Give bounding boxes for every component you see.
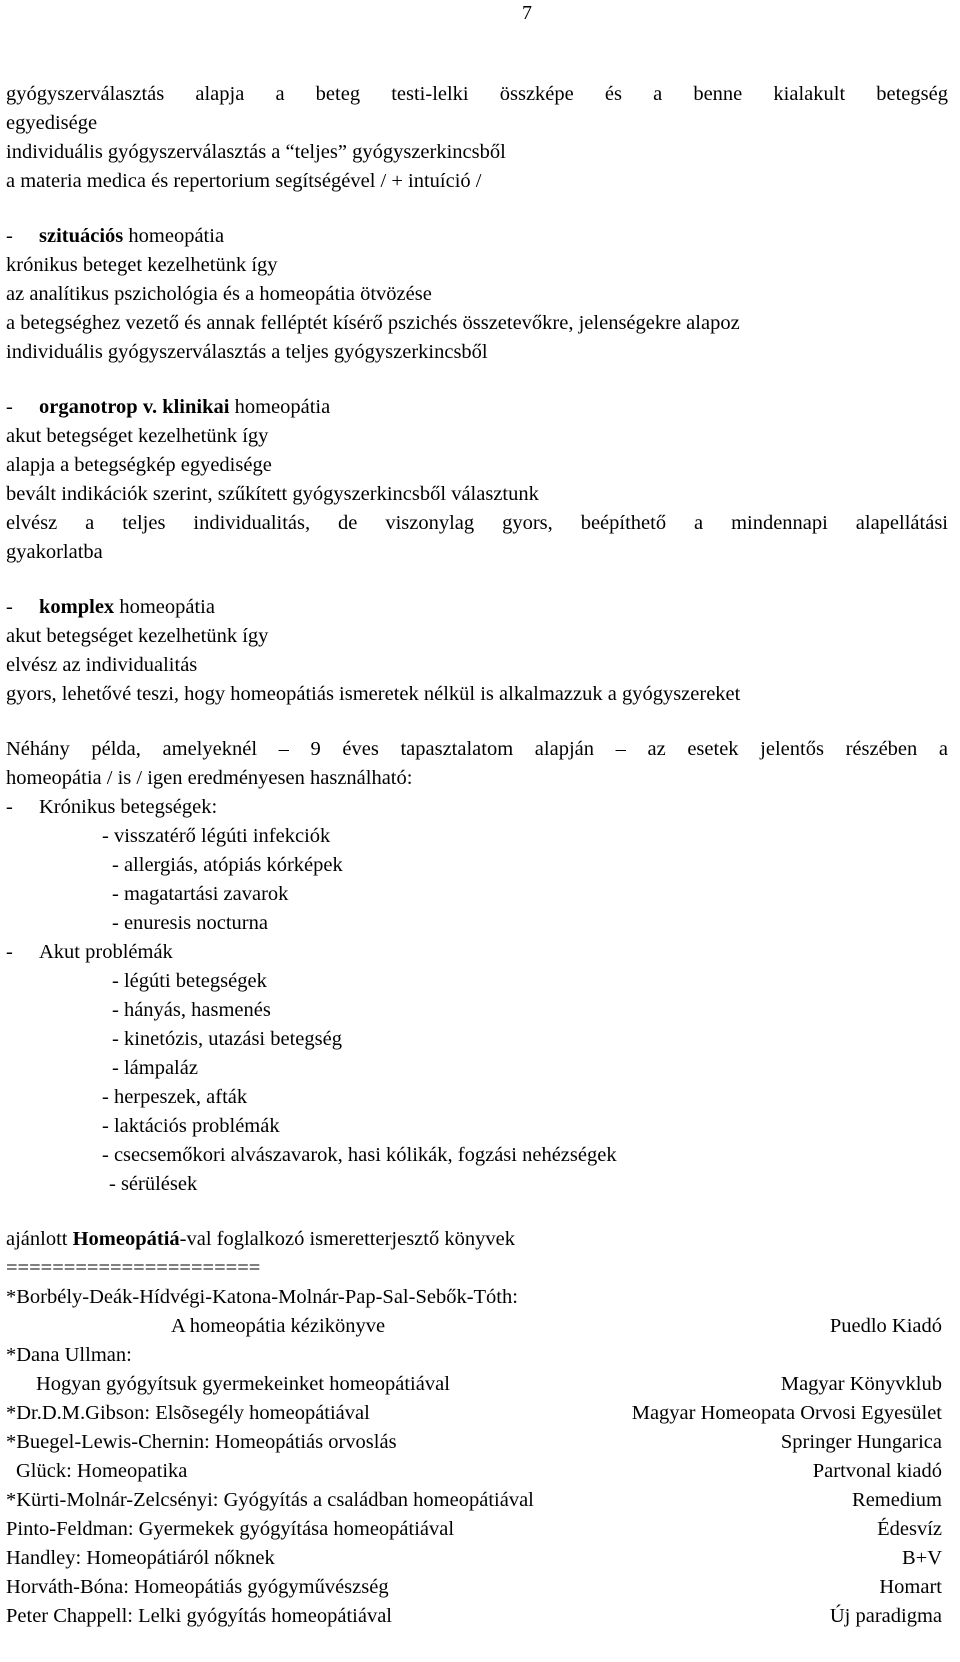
text-line: alapja a betegségkép egyedisége: [6, 454, 272, 476]
list-item: - sérülések: [109, 1173, 198, 1195]
dash: -: [6, 225, 13, 247]
text-line: elvész a teljes individualitás, de viszonylag gyors, beépíthető a mindennapi alapellátási: [6, 512, 948, 534]
book-publisher: Magyar Homeopata Orvosi Egyesület: [631, 1402, 942, 1424]
text-line: gyakorlatba: [6, 541, 103, 563]
text-line: krónikus beteget kezelhetünk így: [6, 254, 278, 276]
book-author: *Dana Ullman:: [6, 1344, 132, 1366]
book-entry: [6, 1370, 948, 1399]
section-heading-komplex: [6, 593, 948, 622]
list-item: - légúti betegségek: [112, 970, 267, 992]
book-publisher: Remedium: [852, 1489, 942, 1511]
list-heading-label: Akut problémák: [39, 941, 173, 963]
text-line: Néhány példa, amelyeknél – 9 éves tapasztalatom alapján – az esetek jelentős részében a: [6, 738, 948, 760]
book-title: Handley: Homeopátiáról nőknek: [6, 1547, 275, 1569]
text-line: az analítikus pszichológia és a homeopátia ötvözése: [6, 283, 432, 305]
book-entry: [6, 1573, 948, 1602]
document-body: [6, 80, 948, 1631]
heading-rest: homeopátia: [114, 596, 215, 618]
section-heading-situacios: [6, 222, 948, 251]
text-line: homeopátia / is / igen eredményesen használható:: [6, 767, 413, 789]
dash: -: [6, 596, 13, 618]
books-heading: [6, 1225, 948, 1254]
book-publisher: B+V: [901, 1547, 942, 1569]
book-publisher: Springer Hungarica: [780, 1431, 942, 1453]
book-title: A homeopátia kézikönyve: [171, 1315, 386, 1337]
section-heading-organotrop: [6, 393, 948, 422]
list-heading-label: Krónikus betegségek:: [39, 796, 218, 818]
heading-bold: organotrop v. klinikai: [39, 396, 230, 418]
book-publisher: Új paradigma: [829, 1605, 942, 1627]
book-title: *Buegel-Lewis-Chernin: Homeopátiás orvoslás: [6, 1431, 397, 1453]
heading-bold: komplex: [39, 596, 115, 618]
books-heading-post: -val foglalkozó ismeretterjesztő könyvek: [179, 1228, 515, 1250]
text-line: individuális gyógyszerválasztás a teljes gyógyszerkincsből: [6, 341, 488, 363]
list-item: - kinetózis, utazási betegség: [112, 1028, 342, 1050]
book-entry: [6, 1602, 948, 1631]
book-publisher: Magyar Könyvklub: [780, 1373, 942, 1395]
text-line: a betegséghez vezető és annak felléptét kísérő pszichés összetevőkre, jelenségekre alapoz: [6, 312, 740, 334]
dash: -: [6, 941, 13, 963]
text-line: a materia medica és repertorium segítségével / + intuíció /: [6, 170, 482, 192]
list-item: - herpeszek, afták: [102, 1086, 248, 1108]
book-title: Glück: Homeopatika: [16, 1460, 188, 1482]
book-entry: [6, 1457, 948, 1486]
book-entry: [6, 1486, 948, 1515]
text-line: gyógyszerválasztás alapja a beteg testi-lelki összképe és a benne kialakult betegség: [6, 83, 948, 105]
list-item: - allergiás, atópiás kórképek: [112, 854, 343, 876]
heading-rest: homeopátia: [229, 396, 331, 418]
books-rule: ======================: [6, 1257, 261, 1279]
list-item: - magatartási zavarok: [112, 883, 289, 905]
heading-rest: homeopátia: [123, 225, 225, 247]
book-entry: [6, 1312, 948, 1341]
text-line: gyors, lehetővé teszi, hogy homeopátiás ismeretek nélkül is alkalmazzuk a gyógyszereket: [6, 683, 741, 705]
text-line: akut betegséget kezelhetünk így: [6, 425, 269, 447]
dash: -: [6, 396, 13, 418]
text-line: bevált indikációk szerint, szűkített gyógyszerkincsből választunk: [6, 483, 539, 505]
book-publisher: Homart: [879, 1576, 942, 1598]
book-entry: [6, 1399, 948, 1428]
list-item: - laktációs problémák: [102, 1115, 280, 1137]
page-number: 7: [522, 2, 532, 24]
books-heading-bold: Homeopátiá: [72, 1228, 180, 1250]
list-item: - enuresis nocturna: [112, 912, 268, 934]
list-item: - visszatérő légúti infekciók: [102, 825, 331, 847]
book-title: Hogyan gyógyítsuk gyermekeinket homeopátiával: [36, 1373, 450, 1395]
book-title: Peter Chappell: Lelki gyógyítás homeopátiával: [6, 1605, 392, 1627]
book-publisher: Partvonal kiadó: [812, 1460, 942, 1482]
books-heading-pre: ajánlott: [6, 1228, 73, 1250]
list-heading-acute: [6, 938, 948, 967]
book-entry: [6, 1544, 948, 1573]
book-title: *Dr.D.M.Gibson: Elsõsegély homeopátiával: [6, 1402, 370, 1424]
book-entry: [6, 1428, 948, 1457]
book-author: *Borbély-Deák-Hídvégi-Katona-Molnár-Pap-Sal-Sebők-Tóth:: [6, 1286, 518, 1308]
list-item: - lámpaláz: [112, 1057, 198, 1079]
list-item: - csecsemőkori alvászavarok, hasi kólikák, fogzási nehézségek: [102, 1144, 617, 1166]
book-entry: [6, 1515, 948, 1544]
book-publisher: Édesvíz: [877, 1518, 942, 1540]
list-heading-chronic: [6, 793, 948, 822]
book-publisher: Puedlo Kiadó: [829, 1315, 942, 1337]
text-line: individuális gyógyszerválasztás a “teljes” gyógyszerkincsből: [6, 141, 506, 163]
heading-bold: szituációs: [39, 225, 124, 247]
dash: -: [6, 796, 13, 818]
book-title: Horváth-Bóna: Homeopátiás gyógyművészség: [6, 1576, 389, 1598]
book-title: *Kürti-Molnár-Zelcsényi: Gyógyítás a családban homeopátiával: [6, 1489, 534, 1511]
book-title: Pinto-Feldman: Gyermekek gyógyítása homeopátiával: [6, 1518, 455, 1540]
text-line: elvész az individualitás: [6, 654, 198, 676]
text-line: egyedisége: [6, 112, 98, 134]
text-line: akut betegséget kezelhetünk így: [6, 625, 269, 647]
list-item: - hányás, hasmenés: [112, 999, 271, 1021]
